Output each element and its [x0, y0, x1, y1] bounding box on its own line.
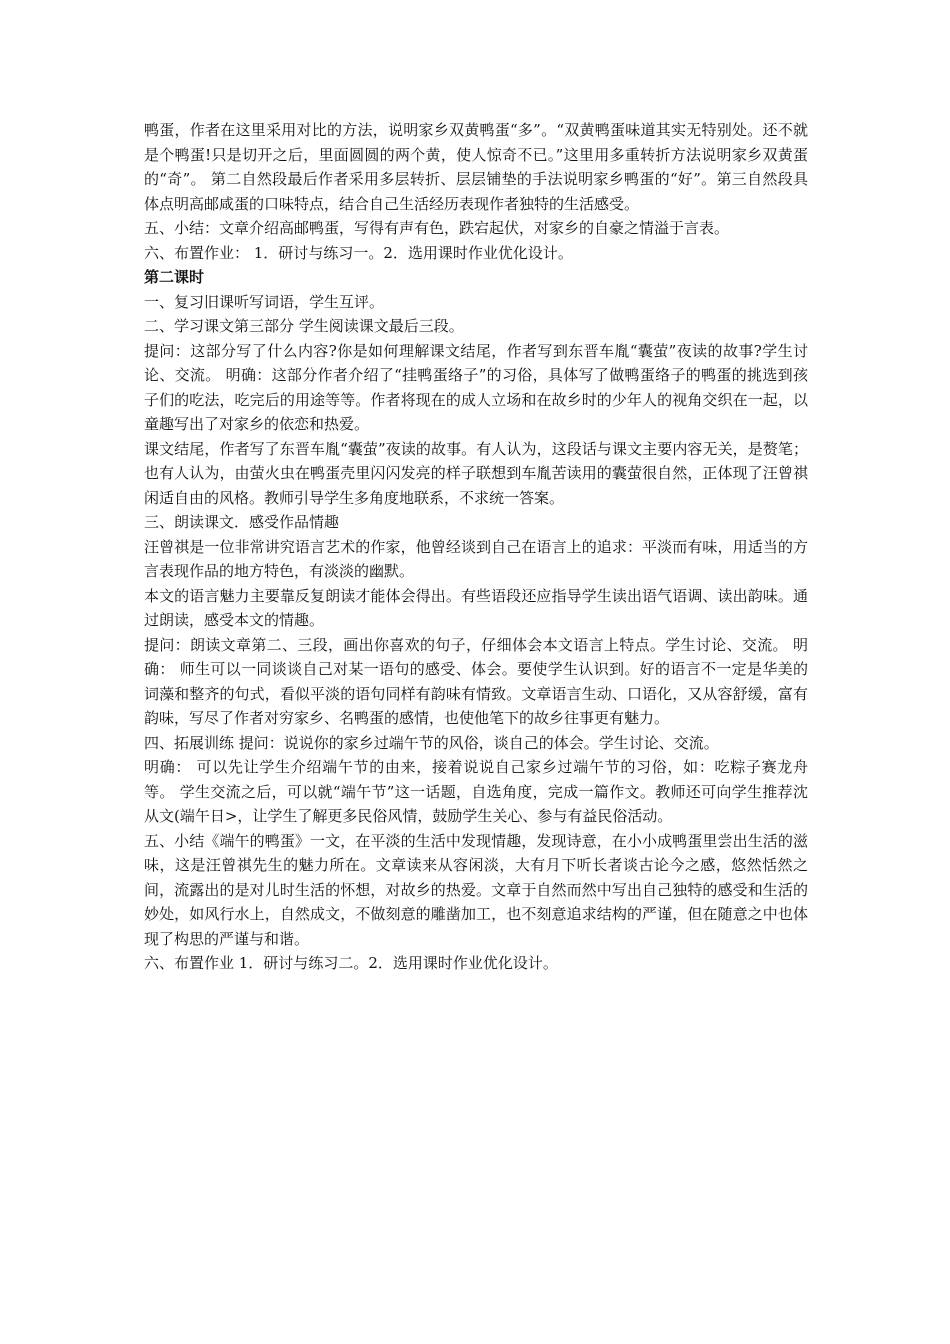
paragraph-extension-answer: 明确： 可以先让学生介绍端午节的由来，接着说说自己家乡过端午节的习俗，如：吃粽子赛龙舟等。 学生交流之后，可以就“端午节”这一话题，自选角度，完成一篇作文。教师还可向学生推荐沈从文(端午日>，让学生了解更多民俗风情，鼓励学生关心、参与有益民俗活动。	[144, 758, 808, 825]
paragraph-language-charm: 本文的语言魅力主要靠反复朗读才能体会得出。有些语段还应指导学生读出语气语调、读出韵味。通过朗读，感受本文的情趣。	[144, 586, 808, 629]
paragraph-question-2: 提问：朗读文章第二、三段，画出你喜欢的句子，仔细体会本文语言上特点。学生讨论、交流。 明确： 师生可以一同谈谈自己对某一语句的感受、体会。要使学生认识到。好的语言不一定是华美的词藻和整齐的句式，看似平淡的语句同样有韵味有情致。文章语言生动、口语化，又从容舒缓，富有韵味，写尽了作者对穷家乡、名鸭蛋的感情，也使他笔下的故乡往事更有魅力。	[144, 635, 808, 727]
paragraph-summary-2: 五、小结《端午的鸭蛋》一文，在平淡的生活中发现情趣，发现诗意，在小小成鸭蛋里尝出生活的滋味，这是汪曾祺先生的魅力所在。文章读来从容闲淡，大有月下听长者谈古论今之感，悠然恬然之间，流露出的是对儿时生活的怀想，对故乡的热爱。文章于自然而然中写出自己独特的感受和生活的妙处，如风行水上，自然成文，不做刻意的雕凿加工，也不刻意追求结构的严谨，但在随意之中也体现了构思的严谨与和谐。	[144, 831, 808, 948]
paragraph-homework-2: 六、布置作业 1．研讨与练习二。2．选用课时作业优化设计。	[144, 954, 558, 972]
paragraph-author-language: 汪曾祺是一位非常讲究语言艺术的作家，他曾经谈到自己在语言上的追求：平淡而有味，用适当的方言表现作品的地方特色，有淡淡的幽默。	[144, 537, 808, 580]
paragraph-reading-heading: 三、朗读课文．感受作品情趣	[144, 513, 340, 531]
paragraph-review: 一、复习旧课听写词语，学生互评。	[144, 292, 385, 311]
paragraph-question-1: 提问：这部分写了什么内容?你是如何理解课文结尾，作者写到东晋车胤“囊萤”夜读的故事?学生讨论、交流。 明确：这部分作者介绍了“挂鸭蛋络子”的习俗，具体写了做鸭蛋络子的鸭蛋的挑选到孩子们的吃法，吃完后的用途等等。作者将现在的成人立场和在故乡时的少年人的视角交织在一起，以童趣写出了对家乡的依恋和热爱。	[144, 341, 808, 433]
paragraph-extension: 四、拓展训练 提问：说说你的家乡过端午节的风俗，谈自己的体会。学生讨论、交流。	[144, 733, 719, 752]
document-page	[144, 118, 808, 976]
paragraph-duck-egg-analysis: 鸭蛋，作者在这里采用对比的方法，说明家乡双黄鸭蛋“多”。“双黄鸭蛋味道其实无特别处。还不就是个鸭蛋!只是切开之后，里面圆圆的两个黄，使人惊奇不已。”这里用多重转折方法说明家乡双黄蛋的“奇”。 第二自然段最后作者采用多层转折、层层铺垫的手法说明家乡鸭蛋的“好”。第三自然段具体点明高邮咸蛋的口味特点，结合自己生活经历表现作者独特的生活感受。	[144, 121, 808, 213]
paragraph-ending-discussion: 课文结尾，作者写了东晋车胤“囊萤”夜读的故事。有人认为，这段话与课文主要内容无关，是赘笔；也有人认为，由萤火虫在鸭蛋壳里闪闪发亮的样子联想到车胤苦读用的囊萤很自然，正体现了汪曾祺闲适自由的风格。教师引导学生多角度地联系，不求统一答案。	[144, 439, 808, 507]
paragraph-homework-1: 六、布置作业： 1．研讨与练习一。2．选用课时作业优化设计。	[144, 243, 573, 262]
paragraph-part-three: 二、学习课文第三部分 学生阅读课文最后三段。	[144, 317, 464, 335]
paragraph-summary-1: 五、小结：文章介绍高邮鸭蛋，写得有声有色，跌宕起伏，对家乡的自豪之情溢于言表。	[144, 219, 730, 237]
section-heading-lesson-2: 第二课时	[144, 268, 205, 286]
